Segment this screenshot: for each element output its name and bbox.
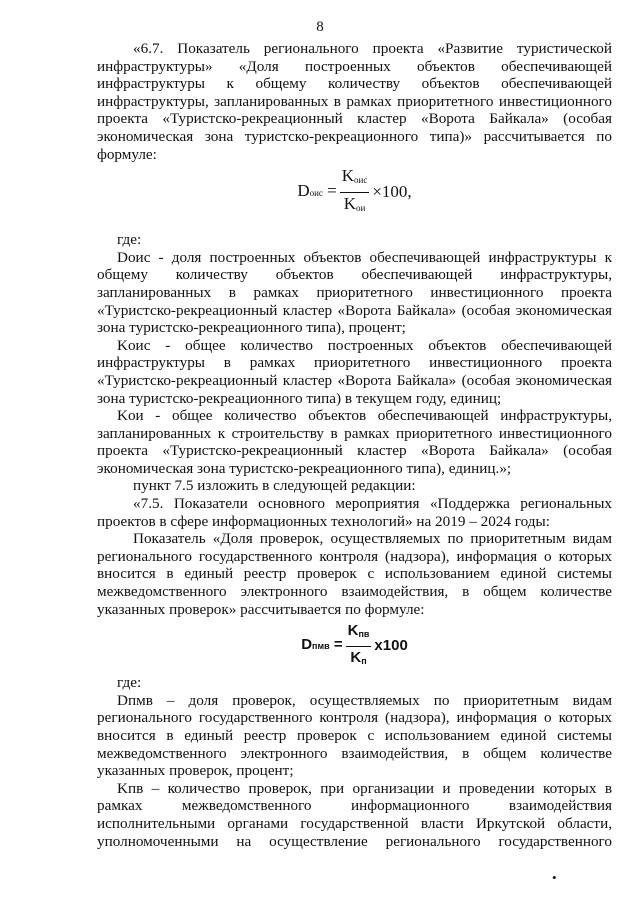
text-line: проекта «Туристско-рекреационный кластер «Ворота Байкала» (особая (97, 442, 612, 460)
where-label: где: (117, 674, 142, 692)
text-line: «Туристско-рекреационный кластер «Ворота Байкала» (особая экономическая (97, 371, 612, 389)
formula-lhs: D пмв = (301, 636, 343, 654)
section-7-5-indicator (97, 530, 612, 618)
text-line: зона туристско-рекреационного типа) в текущем году, единиц; (97, 389, 502, 407)
text-line: экономическая зона туристско-рекреационного типа)» рассчитывается по (97, 127, 612, 145)
where-label: где: (117, 231, 142, 249)
text-line: Dпмв – доля проверок, осуществляемых по приоритетным видам (117, 691, 612, 709)
text-line: инфраструктуры, запланированных в рамках приоритетного инвестиционного (97, 92, 612, 110)
text-line: регионального государственного контроля (надзора), информация о которых (97, 709, 612, 727)
formula-fraction: $\frac{K_{пв}}{K_п}$ (347, 622, 370, 666)
point-7-5-instruction: пункт 7.5 изложить в следующей редакции: (133, 477, 416, 495)
text-line: вносится в единый реестр проверок с использованием единой системы (97, 565, 612, 583)
text-line: регионального государственного контроля (надзора), информация о которых (97, 547, 612, 565)
text-line: указанных проверок» рассчитывается по формуле: (97, 600, 425, 618)
definition-k-oi (97, 407, 612, 477)
text-line: запланированных в рамках приоритетного инвестиционного проекта (97, 283, 612, 301)
text-line: проектов в сфере информационных технологий» на 2019 – 2024 годы: (97, 512, 550, 530)
text-line: уполномоченными на осуществление регионального государственного (97, 832, 612, 850)
text-line: Kпв – количество проверок, при организации и проведении которых в (117, 779, 612, 797)
text-line: Показатель «Доля проверок, осуществляемых по приоритетным видам (133, 530, 612, 548)
text-line: вносится в единый реестр проверок с использованием единой системы (97, 727, 612, 744)
text-line: указанных проверок, процент; (97, 762, 294, 780)
text-line: межведомственного электронного взаимодействия, в общем количестве (97, 583, 612, 601)
formula-d-pmv (97, 618, 612, 674)
text-line: инфраструктуры к общему количеству объектов обеспечивающей (97, 75, 612, 93)
text-line: Kоис - общее количество построенных объектов обеспечивающей (117, 336, 612, 354)
text-line: «Туристско-рекреационный кластер «Ворота Байкала» (особая экономическая (97, 301, 612, 319)
text-line: межведомственного электронного взаимодействия, в общем количестве (97, 744, 612, 762)
text-line: инфраструктуры» «Доля построенных объектов обеспечивающей (97, 57, 612, 75)
formula-fraction: $\frac{K_{оис}}{K_{ои}}$ (341, 166, 368, 213)
text-line: формуле: (97, 145, 157, 163)
text-line: инфраструктуры в рамках приоритетного инвестиционного проекта (97, 354, 612, 372)
definition-d-ois (97, 249, 612, 337)
text-line: общему количеству объектов обеспечивающей инфраструктуры, (97, 266, 612, 284)
definition-k-pv (97, 780, 612, 850)
formula-multiplier: x100 (374, 637, 408, 655)
definition-k-ois (97, 337, 612, 407)
text-line: экономическая зона туристско-рекреационного типа), единиц.»; (97, 459, 512, 477)
formula-d-ois (97, 163, 612, 221)
section-7-5-heading (97, 495, 612, 530)
text-line: Kои - общее количество объектов обеспечивающей инфраструктуры, (117, 407, 612, 425)
footer-mark: • (552, 870, 557, 885)
section-6-7-intro (97, 40, 612, 163)
definition-d-pmv (97, 692, 612, 780)
document-body (97, 40, 612, 850)
formula-multiplier: ×100, (372, 182, 412, 202)
text-line: запланированных к строительству в рамках приоритетного инвестиционного (97, 424, 612, 442)
text-line: исполнительными органами государственной власти Иркутской области, (97, 814, 612, 832)
text-line: рамках межведомственного информационного взаимодействия (97, 797, 612, 815)
page-number: 8 (316, 19, 324, 35)
text-line: Dоис - доля построенных объектов обеспечивающей инфраструктуры к (117, 248, 612, 266)
formula-lhs: D оис = (297, 180, 337, 200)
text-line: зона туристско-рекреационного типа), процент; (97, 319, 406, 337)
text-line: «6.7. Показатель регионального проекта «Развитие туристической (133, 40, 612, 57)
text-line: «7.5. Показатели основного мероприятия «Поддержка региональных (133, 495, 612, 513)
text-line: проекта «Туристско-рекреационный кластер «Ворота Байкала» (особая (97, 110, 612, 128)
